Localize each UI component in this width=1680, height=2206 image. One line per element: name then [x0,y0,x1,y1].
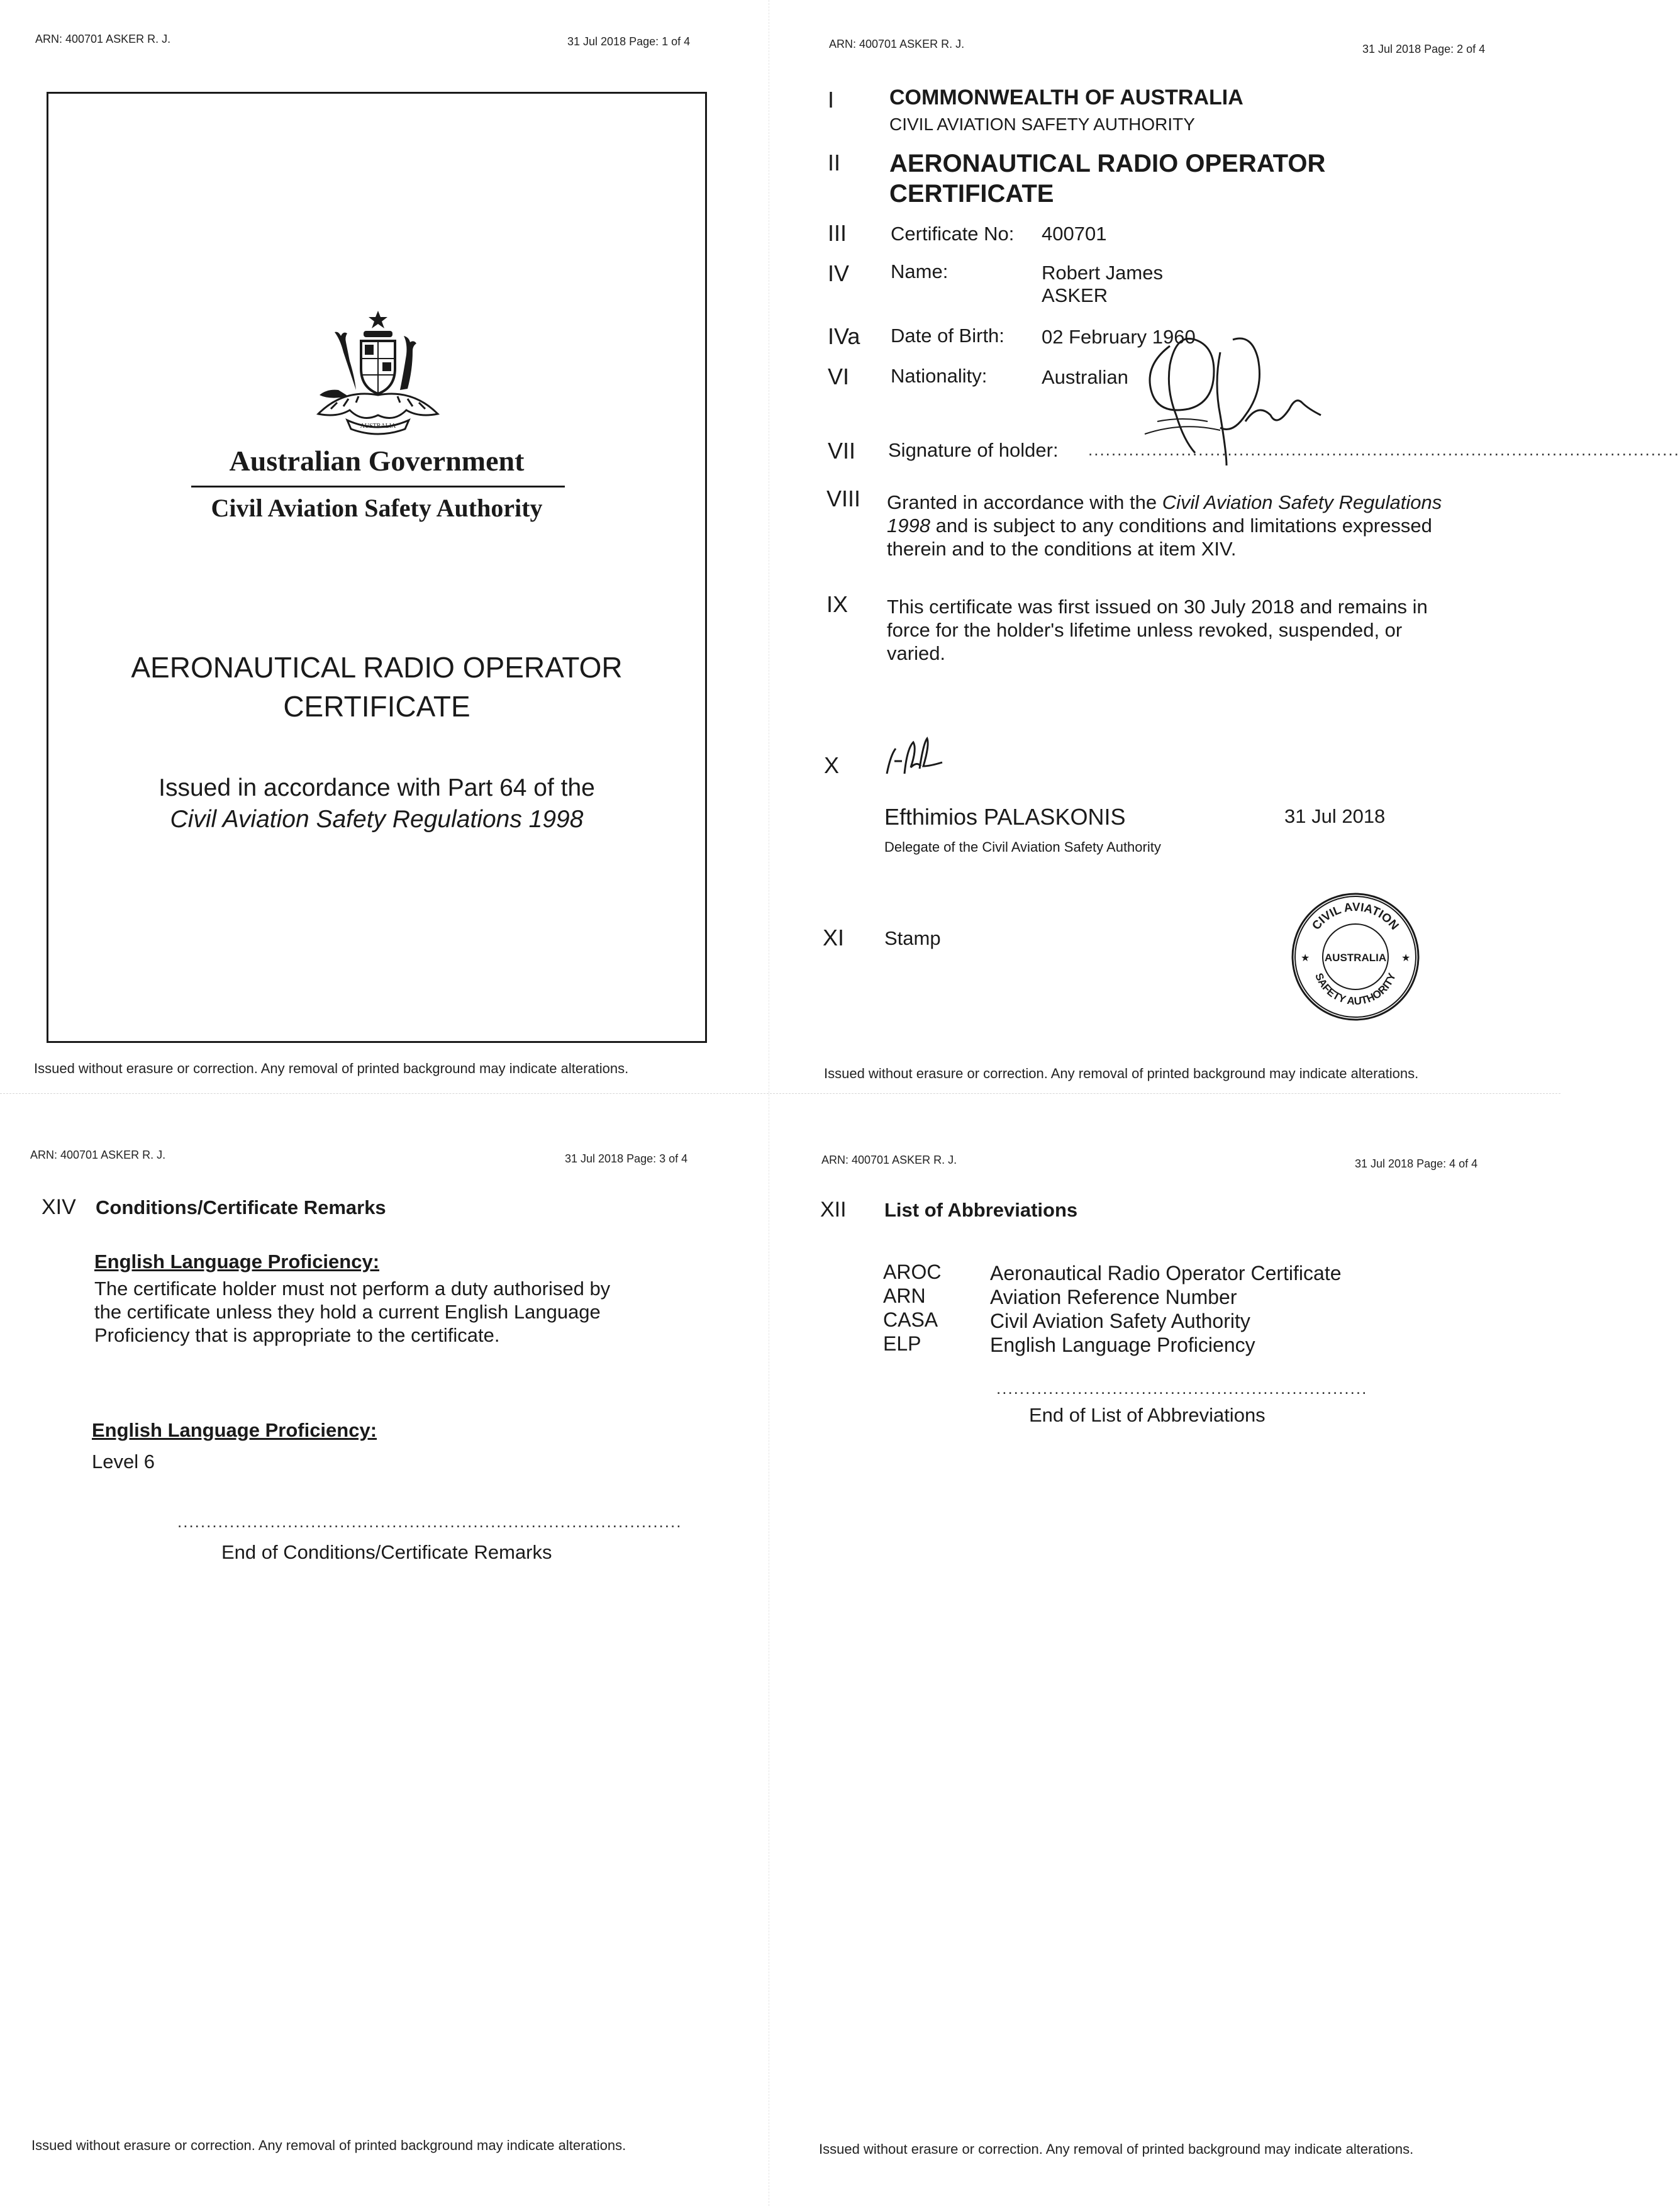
granted-italic2: 1998 [887,515,930,537]
page3-footer: Issued without erasure or correction. Any removal of printed background may indicate alterations. [31,2137,626,2153]
cover-issued-line1: Issued in accordance with Part 64 of the [159,774,595,801]
section-xiv-title: Conditions/Certificate Remarks [96,1196,386,1218]
page2-footer: Issued without erasure or correction. Any removal of printed background may indicate alterations. [824,1066,1419,1081]
signature-label: Signature of holder: [888,439,1059,461]
item-iva-number: IVa [828,323,860,349]
page4-end-line: ................................................................ [996,1379,1368,1398]
delegate-title: Delegate of the Civil Aviation Safety Authority [884,839,1161,855]
holder-signature-icon [1132,327,1327,472]
item-vi-number: VI [828,364,850,389]
section-xii-title: List of Abbreviations [884,1199,1078,1221]
page1-header-left: ARN: 400701 ASKER R. J. [35,33,171,45]
svg-text:★: ★ [1301,953,1310,964]
item-iii-number: III [828,220,847,246]
name-last: ASKER [1042,284,1108,306]
cover-issued-statement [47,772,707,835]
item-i-number: I [828,87,835,113]
section-xii-number: XII [820,1198,847,1222]
elp-heading-2: English Language Proficiency: [92,1419,377,1441]
item-x-number: X [824,752,840,778]
cover-issued-line2: Civil Aviation Safety Regulations 1998 [170,806,584,833]
svg-text:★: ★ [1401,953,1411,964]
certificate-title [889,148,1325,209]
granted-line3: therein and to the conditions at item XIV. [887,538,1237,560]
cover-frame [47,92,707,1043]
section-xiv-number: XIV [42,1195,76,1219]
item-ix-number: IX [826,591,848,617]
abbr-meaning: Aeronautical Radio Operator Certificate [990,1262,1342,1284]
page4-end-text: End of List of Abbreviations [1029,1404,1266,1426]
page4-header-left: ARN: 400701 ASKER R. J. [821,1154,957,1166]
first-issued-line3: varied. [887,642,946,664]
certificate-title-line1: AERONAUTICAL RADIO OPERATOR [889,150,1326,177]
granted-paragraph [887,491,1516,560]
casa-caps: CIVIL AVIATION SAFETY AUTHORITY [889,114,1195,134]
page3-header-left: ARN: 400701 ASKER R. J. [30,1149,166,1161]
casa-stamp-icon [1291,892,1420,1022]
item-iv-number: IV [828,260,850,286]
horizontal-fold-line [0,1093,1560,1094]
abbr-code: ELP [883,1332,921,1355]
granted-post1: and is subject to any conditions and limitations expressed [930,515,1432,537]
item-vii-number: VII [828,438,856,464]
item-xi-number: XI [823,925,845,950]
stamp-label: Stamp [884,927,941,949]
cert-no-value: 400701 [1042,223,1107,245]
agency-name: Civil Aviation Safety Authority [211,494,543,522]
page4-footer: Issued without erasure or correction. Any removal of printed background may indicate alterations. [819,2141,1414,2157]
nationality-value: Australian [1042,366,1128,388]
coat-of-arms-icon [293,308,463,440]
certificate-title-line2: CERTIFICATE [889,180,1054,208]
dob-label: Date of Birth: [891,325,1004,347]
first-issued-line2: force for the holder's lifetime unless revoked, suspended, or [887,619,1403,641]
elp-condition-text [94,1277,698,1347]
crest-banner-text: AUSTRALIA [360,423,396,430]
gov-divider [191,486,565,487]
delegate-name: Efthimios PALASKONIS [884,804,1126,830]
commonwealth-heading: COMMONWEALTH OF AUSTRALIA [889,86,1243,109]
stamp-bottom-text: SAFETY AUTHORITY [1313,971,1398,1008]
dob-value: 02 February 1960 [1042,326,1196,348]
abbr-code: ARN [883,1284,926,1307]
page2-header-right: 31 Jul 2018 Page: 2 of 4 [1362,43,1486,55]
page3-end-text: End of Conditions/Certificate Remarks [221,1541,552,1563]
signature-line: ...................................................................................................... [1088,440,1680,459]
item-ii-number: II [828,150,841,175]
page3-end-line: ....................................................................................... [177,1512,682,1531]
elp-heading-1: English Language Proficiency: [94,1251,380,1273]
stamp-middle-text: AUSTRALIA [1324,952,1387,964]
name-first: Robert James [1042,262,1163,284]
name-label: Name: [891,260,948,282]
abbr-meaning: English Language Proficiency [990,1334,1255,1356]
abbr-code: CASA [883,1308,938,1331]
cover-title-line2: CERTIFICATE [283,690,470,723]
granted-italic1: Civil Aviation Safety Regulations [1162,491,1442,513]
delegate-signature-icon [881,736,950,786]
elp-condition-line2: the certificate unless they hold a current English Language [94,1301,601,1323]
stamp-top-text: CIVIL AVIATION [1310,900,1401,933]
elp-condition-line3: Proficiency that is appropriate to the certificate. [94,1324,500,1346]
elp-level: Level 6 [92,1451,155,1473]
granted-pre: Granted in accordance with the [887,491,1162,513]
nationality-label: Nationality: [891,365,987,387]
page1-footer: Issued without erasure or correction. Any removal of printed background may indicate alterations. [34,1061,629,1076]
page4-header-right: 31 Jul 2018 Page: 4 of 4 [1355,1157,1478,1170]
cover-title-line1: AERONAUTICAL RADIO OPERATOR [131,651,623,684]
cover-title [47,648,707,726]
item-viii-number: VIII [826,486,861,511]
abbr-meaning: Aviation Reference Number [990,1286,1237,1308]
page1-header-right: 31 Jul 2018 Page: 1 of 4 [567,35,691,48]
elp-condition-line1: The certificate holder must not perform a duty authorised by [94,1278,611,1300]
gov-name: Australian Government [229,445,525,477]
first-issued-line1: This certificate was first issued on 30 July 2018 and remains in [887,596,1428,618]
first-issued-paragraph [887,595,1516,665]
page2-header-left: ARN: 400701 ASKER R. J. [829,38,965,50]
page3-header-right: 31 Jul 2018 Page: 3 of 4 [565,1152,688,1165]
abbr-code: AROC [883,1261,942,1283]
delegate-date: 31 Jul 2018 [1284,805,1386,827]
abbr-meaning: Civil Aviation Safety Authority [990,1310,1250,1332]
cert-no-label: Certificate No: [891,223,1015,245]
